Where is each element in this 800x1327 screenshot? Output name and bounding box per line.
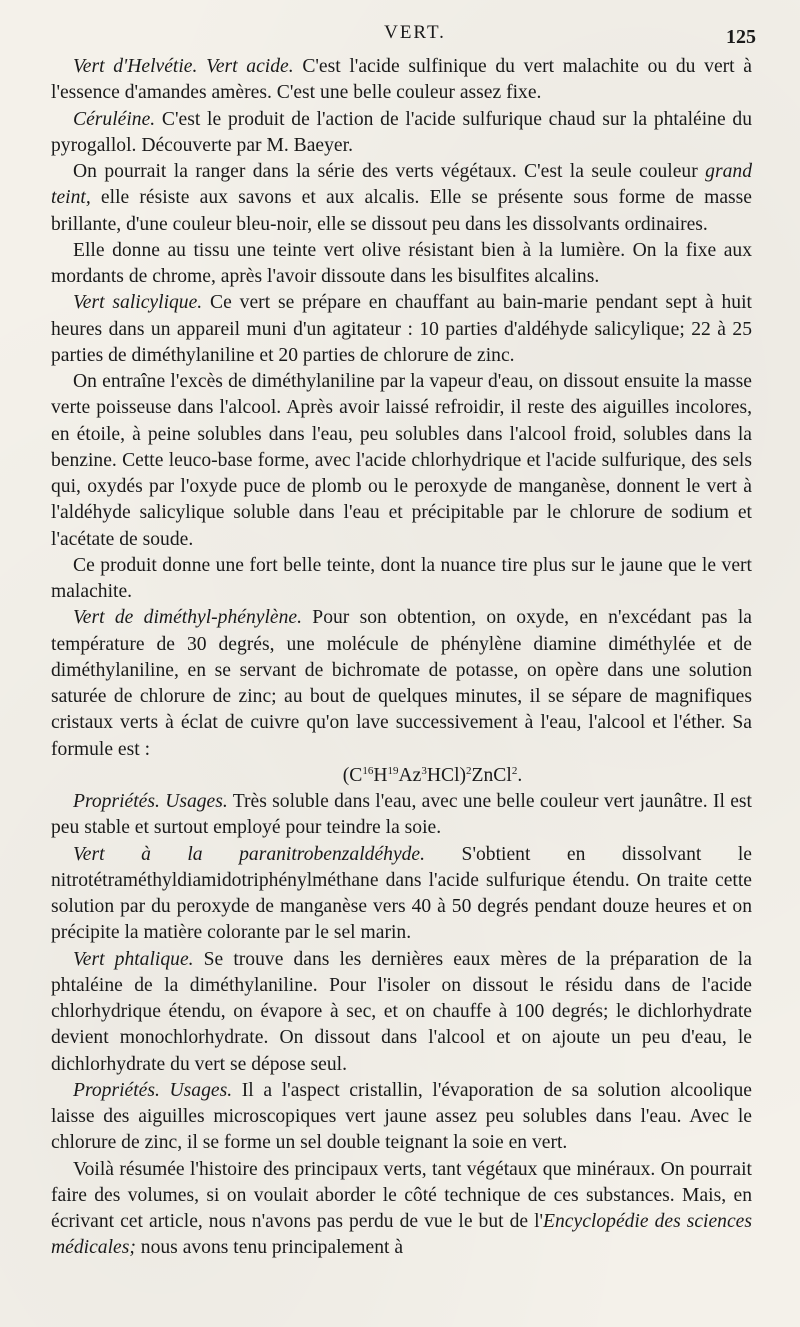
- paragraph-dimethyl-properties: [51, 789, 752, 842]
- paragraph-vert-dimethyl-phenylene: [51, 605, 752, 763]
- paragraph-text: elle résiste aux savons et aux alcalis. Elle se présente sous forme de masse brillante, d'une couleur bleu-noir, elle se dissout peu dans les dissolvants ordinaires.: [51, 187, 752, 235]
- paragraph-ceruleine: [51, 107, 752, 160]
- chemical-formula: $(C^{16}H^{19}Az^3HCl)^2ZnCl^2$.: [342, 764, 523, 786]
- entry-title: Vert d'Helvétie. Vert acide.: [73, 56, 294, 77]
- paragraph-text: C'est l'acide sulfinique du vert malachite ou du vert à l'essence d'amandes amères. C'est une belle couleur assez fixe.: [51, 56, 752, 104]
- entry-title: Propriétés. Usages.: [73, 791, 228, 812]
- emphasis-text: Encyclopédie des sciences médicales;: [51, 1211, 752, 1259]
- paragraph-vert-paranitrobenzaldehyde: [51, 842, 752, 947]
- paragraph-text: nous avons tenu principalement à: [135, 1237, 404, 1259]
- emphasis-text: grand teint,: [51, 161, 752, 209]
- entry-title: Propriétés. Usages.: [73, 1079, 233, 1101]
- paragraph-text: Très soluble dans l'eau, avec une belle couleur vert jaunâtre. Il est peu stable et surtout employé pour teindre la soie.: [51, 791, 752, 839]
- paragraph-vert-salicylique: [51, 290, 752, 369]
- paragraph-text: Ce produit donne une fort belle teinte, dont la nuance tire plus sur le jaune que le vert malachite.: [51, 554, 752, 602]
- paragraph-text: Ce vert se prépare en chauffant au bain-marie pendant sept à huit heures dans un appareil muni d'un agitateur : 10 parties d'aldéhyde salicylique; 22 à 25 parties de diméthylaniline et 20 parties de chlorure de zinc.: [51, 292, 752, 366]
- entry-title: Céruléine.: [73, 108, 156, 130]
- paragraph-salicylique-shade: [51, 553, 752, 606]
- paragraph-vert-phtalique: [51, 947, 752, 1078]
- paragraph-text: On pourrait la ranger dans la série des verts végétaux. C'est la seule couleur: [73, 161, 706, 182]
- entry-title: Vert de diméthyl-phénylène.: [73, 607, 302, 629]
- entry-title: Vert phtalique.: [73, 948, 194, 970]
- paragraph-ceruleine-fixing: [51, 238, 752, 291]
- running-head: VERT.: [384, 22, 446, 43]
- paragraph-text: Elle donne au tissu une teinte vert olive résistant bien à la lumière. On la fixe aux mordants de chrome, après l'avoir dissoute dans les bisulfites alcalins.: [51, 239, 752, 287]
- paragraph-text: Voilà résumée l'histoire des principaux verts, tant végétaux que minéraux. On pourrait faire des volumes, si on voulait aborder le côté technique de ces substances. Mais, en écrivant cet article, nous n'avons pas perdu de vue le but de l': [51, 1158, 752, 1232]
- page-header: [74, 22, 756, 50]
- paragraph-phtalique-properties: [51, 1078, 752, 1157]
- entry-title: Vert à la paranitrobenzaldéhyde.: [73, 843, 426, 865]
- paragraph-text: Se trouve dans les dernières eaux mères de la préparation de la phtaléine de la diméthylaniline. Pour l'isoler on dissout le résidu dans de l'acide chlorhydrique étendu, on évapore à sec, et on chauffe à 100 degrés; le dichlorhydrate devient monochlorhydrate. On dissout dans l'alcool et on ajoute un peu d'eau, le dichlorhydrate du vert se dépose seul.: [51, 948, 752, 1075]
- paragraph-text: On entraîne l'excès de diméthylaniline par la vapeur d'eau, on dissout ensuite la masse verte poisseuse dans l'alcool. Après avoir laissé refroidir, il reste des aiguilles incolores, en étoile, à peine solubles dans l'eau, peu solubles dans l'alcool froid, solubles dans la benzine. Cette leuco-base forme, avec l'acide chlorhydrique et l'acide sulfurique, des sels qui, oxydés par l'oxyde puce de plomb ou le peroxyde de manganèse, donnent le vert à l'aldéhyde salicylique soluble dans l'eau et précipitable par le chlorure de sodium et l'acétate de soude.: [51, 371, 752, 550]
- paragraph-text: Pour son obtention, on oxyde, en n'excédant pas la température de 30 degrés, une molécule de phénylène diamine diméthylée et de diméthylaniline, en se servant de bichromate de potasse, on opère dans une solution saturée de chlorure de zinc; au bout de quelques minutes, il se sépare de magnifiques cristaux verts à éclat de cuivre qu'on lave successivement à l'eau, l'alcool et l'éther. Sa formule est :: [51, 607, 752, 760]
- paragraph-salicylique-process: [51, 369, 752, 553]
- paragraph-ceruleine-properties: [51, 159, 752, 238]
- paragraph-text: Il a l'aspect cristallin, l'évaporation de sa solution alcoolique laisse des aiguilles microscopiques vert jaune assez peu solubles dans l'eau. Avec le chlorure de zinc, il se forme un sel double teignant la soie en vert.: [51, 1079, 752, 1154]
- body-text: [51, 54, 752, 1262]
- paragraph-vert-helvetie: [51, 54, 752, 107]
- page-number: 125: [726, 26, 756, 48]
- paragraph-conclusion: [51, 1157, 752, 1262]
- paragraph-text: S'obtient en dissolvant le nitrotétraméthyldiamidotriphénylméthane dans l'acide sulfurique étendu. On traite cette solution par du peroxyde de manganèse vers 40 à 50 degrés pendant douze heures et on précipite la matière colorante par le sel marin.: [51, 843, 752, 944]
- paragraph-text: C'est le produit de l'action de l'acide sulfurique chaud sur la phtaléine du pyrogallol. Découverte par M. Baeyer.: [51, 108, 752, 156]
- entry-title: Vert salicylique.: [73, 292, 203, 314]
